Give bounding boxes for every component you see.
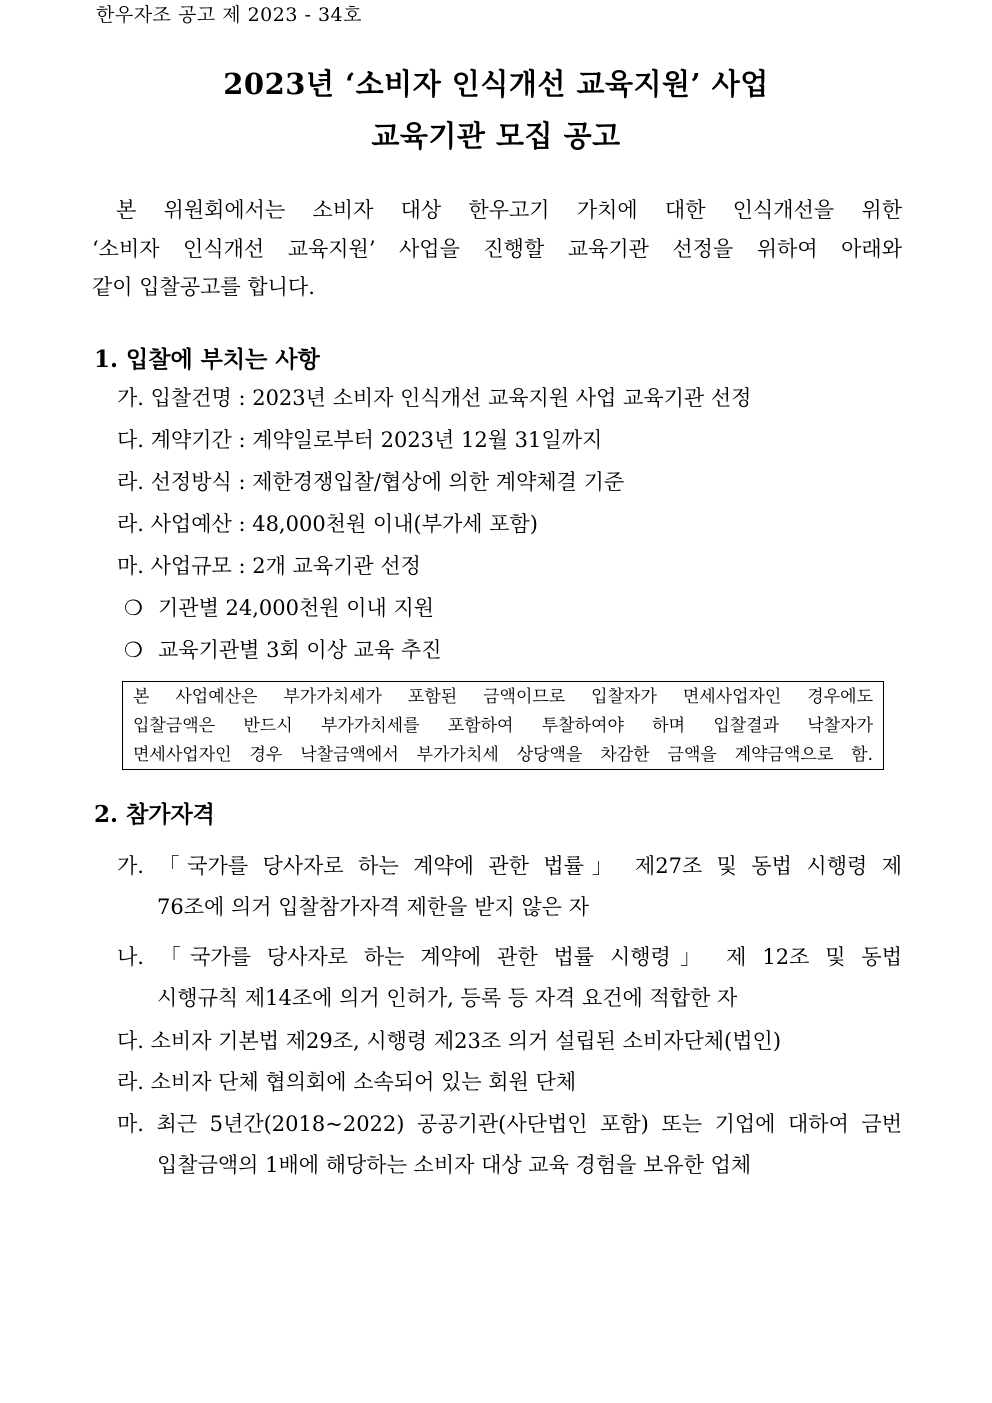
bullet-text: 기관별 24,000천원 이내 지원 — [158, 596, 435, 620]
bullet-text: 교육기관별 3회 이상 교육 추진 — [158, 638, 442, 662]
budget-bullet — [124, 634, 442, 664]
qualification-line: 나. 「국가를 당사자로 하는 계약에 관한 법률 시행령」 제 12조 및 동법 — [117, 945, 902, 969]
title-line-1: 2023년 ‘소비자 인식개선 교육지원’ 사업 — [223, 67, 769, 101]
section-1-item: 라. 사업예산 : 48,000천원 이내(부가세 포함) — [117, 512, 538, 536]
intro-line: ‘소비자 인식개선 교육지원’ 사업을 진행할 교육기관 선정을 위하여 아래와 — [92, 236, 902, 261]
notice-line: 본 사업예산은 부가가치세가 포함된 금액이므로 입찰자가 면세사업자인 경우에도 — [133, 687, 873, 707]
intro-line: 본 위원회에서는 소비자 대상 한우고기 가치에 대한 인식개선을 위한 — [116, 198, 902, 222]
qualification-item — [117, 937, 902, 1019]
section-1-heading: 1. 입찰에 부치는 사항 — [94, 346, 320, 373]
qualification-line: 시행규칙 제14조에 의거 인허가, 등록 등 자격 요건에 적합한 자 — [157, 986, 738, 1010]
circle-bullet-icon: ❍ — [124, 638, 143, 662]
section-1-item: 라. 선정방식 : 제한경쟁입찰/협상에 의한 계약체결 기준 — [117, 470, 625, 494]
section-1-item: 다. 계약기간 : 계약일로부터 2023년 12월 31일까지 — [117, 428, 603, 452]
qualification-line: 다. 소비자 기본법 제29조, 시행령 제23조 의거 설립된 소비자단체(법인) — [117, 1029, 782, 1053]
document-number: 한우자조 공고 제 2023 - 34호 — [96, 4, 362, 26]
intro-paragraph — [92, 191, 902, 307]
circle-bullet-icon: ❍ — [124, 596, 143, 620]
vat-notice-box — [122, 681, 884, 770]
notice-line: 면세사업자인 경우 낙찰금액에서 부가가치세 상당액을 차감한 금액을 계약금액으로 함. — [133, 745, 873, 765]
title-line-2: 교육기관 모집 공고 — [371, 119, 621, 153]
qualification-line: 마. 최근 5년간(2018~2022) 공공기관(사단법인 포함) 또는 기업에 대하여 금번 — [117, 1112, 902, 1136]
section-1-item: 마. 사업규모 : 2개 교육기관 선정 — [117, 554, 421, 578]
qualification-line: 라. 소비자 단체 협의회에 소속되어 있는 회원 단체 — [117, 1070, 577, 1094]
qualification-line: 입찰금액의 1배에 해당하는 소비자 대상 교육 경험을 보유한 업체 — [157, 1153, 752, 1177]
budget-bullet — [124, 592, 434, 622]
qualification-item — [117, 846, 902, 928]
section-1-item: 가. 입찰건명 : 2023년 소비자 인식개선 교육지원 사업 교육기관 선정 — [117, 386, 752, 410]
qualification-item — [117, 1062, 902, 1103]
section-2-heading: 2. 참가자격 — [94, 801, 215, 828]
qualification-line: 가. 「국가를 당사자로 하는 계약에 관한 법률」 제27조 및 동법 시행령 제 — [117, 854, 902, 878]
intro-line: 같이 입찰공고를 합니다. — [92, 275, 315, 299]
qualification-item — [117, 1104, 902, 1186]
qualification-item — [117, 1021, 902, 1062]
qualification-line: 76조에 의거 입찰참가자격 제한을 받지 않은 자 — [157, 895, 589, 919]
notice-line: 입찰금액은 반드시 부가가치세를 포함하여 투찰하여야 하며 입찰결과 낙찰자가 — [133, 716, 873, 736]
